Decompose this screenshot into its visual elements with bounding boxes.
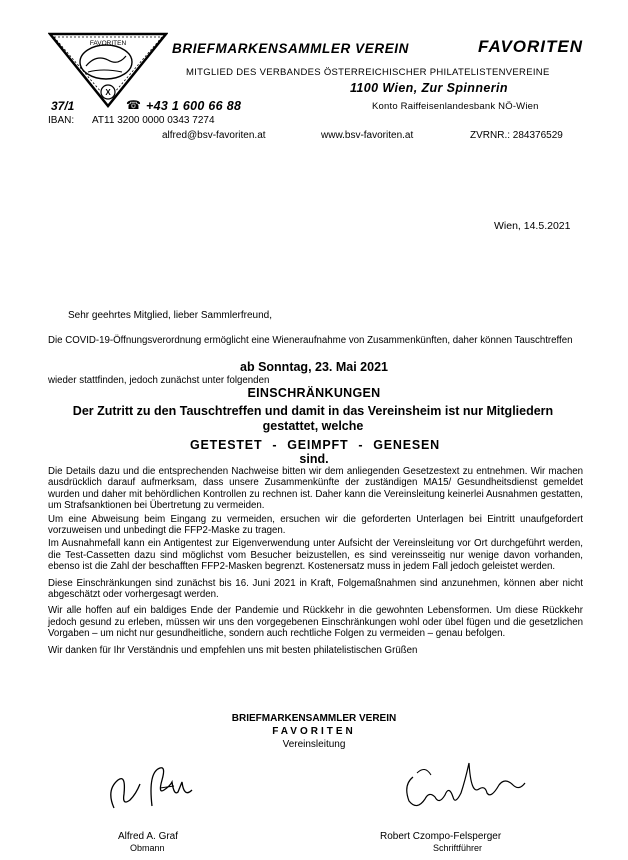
letter-date: Wien, 14.5.2021: [494, 220, 571, 232]
signatory-left-role: Obmann: [130, 843, 165, 853]
website: www.bsv-favoriten.at: [321, 130, 414, 141]
start-date: ab Sonntag, 23. Mai 2021: [240, 360, 388, 374]
ggg-suffix: sind.: [299, 452, 329, 466]
ggg-vaccinated: GEIMPFT: [287, 438, 349, 452]
iban-label: IBAN:: [48, 115, 75, 126]
access-rule: Der Zutritt zu den Tauschtreffen und damit in das Vereinsheim ist nur Mitgliedern gestattet, welche: [72, 404, 554, 433]
ggg-dash: -: [272, 438, 278, 452]
email-address: alfred@bsv-favoriten.at: [162, 130, 266, 141]
signature-board: Vereinsleitung: [282, 739, 346, 750]
logo-mark: X: [105, 88, 111, 97]
body-paragraph: Wir alle hoffen auf ein baldiges Ende der Pandemie und Rückkehr in die gewohnten Lebensformen. Um diese Rückkehr jedoch gesund zu erleben, müssen wir uns den vorgegebenen Einschränkungen wohl oder übel fügen und die gesetzlichen Vorgaben – um nicht nur gesundheitliche, sondern auch rechtliche Folgen zu vermeiden – genau befolgen.: [48, 605, 583, 640]
ggg-rule: [190, 438, 440, 452]
iban-value: AT11 3200 0000 0343 7274: [92, 115, 215, 126]
signatory-right-role: Schriftführer: [433, 843, 483, 853]
signature-favoriten: FAVORITEN: [272, 726, 356, 737]
letter-body: [48, 466, 583, 658]
signature-club: BRIEFMARKENSAMMLER VEREIN: [231, 713, 397, 724]
restrictions-heading: EINSCHRÄNKUNGEN: [247, 386, 381, 400]
body-paragraph: Um eine Abweisung beim Eingang zu vermeiden, ersuchen wir die geforderten Unterlagen bei Eintritt unaufgefordert vorzuweisen und unbedingt die FFP2-Maske zu tragen.: [48, 513, 583, 537]
club-membership: MITGLIED DES VERBANDES ÖSTERREICHISCHER PHILATELISTENVEREINE: [186, 67, 550, 78]
body-paragraph: Die Details dazu und die entsprechenden Nachweise bitten wir dem anliegenden Gesetzestext zu entnehmen. Wir machen ausdrücklich darauf aufmerksam, dass unsere Zusammenkünfte der zuständigen MA15/ Gesundheitsdienst gemeldet wurden und daher mit behördlichen Kontrollen zu rechnen ist. Daher kann die Vereinsleitung keinerlei Ausnahmen gestatten, um Strafsanktionen bei Übertretung zu vermeiden.: [48, 466, 583, 512]
phone-icon: ☎: [126, 98, 141, 112]
signature-graf: [100, 760, 210, 815]
logo-text: FAVORITEN: [89, 40, 127, 47]
intro-paragraph: Die COVID-19-Öffnungsverordnung ermöglicht eine Wieneraufnahme von Zusammenkünften, daher können Tauschtreffen: [48, 335, 573, 346]
bank-account: Konto Raiffeisenlandesbank NÖ-Wien: [372, 101, 539, 112]
address-number: 37/1: [51, 99, 75, 113]
phone-number: +43 1 600 66 88: [146, 99, 242, 113]
signatory-left-name: Alfred A. Graf: [118, 831, 179, 842]
club-title: BRIEFMARKENSAMMLER VEREIN: [172, 41, 410, 56]
zvr-number: ZVRNR.: 284376529: [470, 130, 563, 141]
club-title-favoriten: FAVORITEN: [478, 37, 584, 56]
signature-czompo: [395, 755, 530, 820]
ggg-tested: GETESTET: [190, 438, 263, 452]
body-paragraph: Im Ausnahmefall kann ein Antigentest zur Eigenverwendung unter Aufsicht der Vereinsleitung vor Ort durchgeführt werden, die Test-Cassetten dazu sind möglichst vom Besucher beizustellen, es sind vereinsseitig nur wenige davon vorhanden, ebenso ist die Zahl der beschafften FFP2-Masken begrenzt. Kostenersatz muss in jedem Fall jedoch geleistet werden.: [48, 538, 583, 573]
intro-continuation: wieder stattfinden, jedoch zunächst unter folgenden: [48, 375, 270, 386]
ggg-dash: -: [358, 438, 364, 452]
ggg-recovered: GENESEN: [373, 438, 440, 452]
signatory-right-name: Robert Czompo-Felsperger: [380, 831, 502, 842]
body-paragraph: Wir danken für Ihr Verständnis und empfehlen uns mit besten philatelistischen Grüßen: [48, 644, 418, 656]
greeting: Sehr geehrtes Mitglied, lieber Sammlerfreund,: [68, 310, 272, 321]
body-paragraph: Diese Einschränkungen sind zunächst bis 16. Juni 2021 in Kraft, Folgemaßnahmen sind anzunehmen, können aber nicht abgeschätzt oder vorhergesagt werden.: [48, 577, 583, 601]
club-address: 1100 Wien, Zur Spinnerin: [350, 81, 508, 95]
